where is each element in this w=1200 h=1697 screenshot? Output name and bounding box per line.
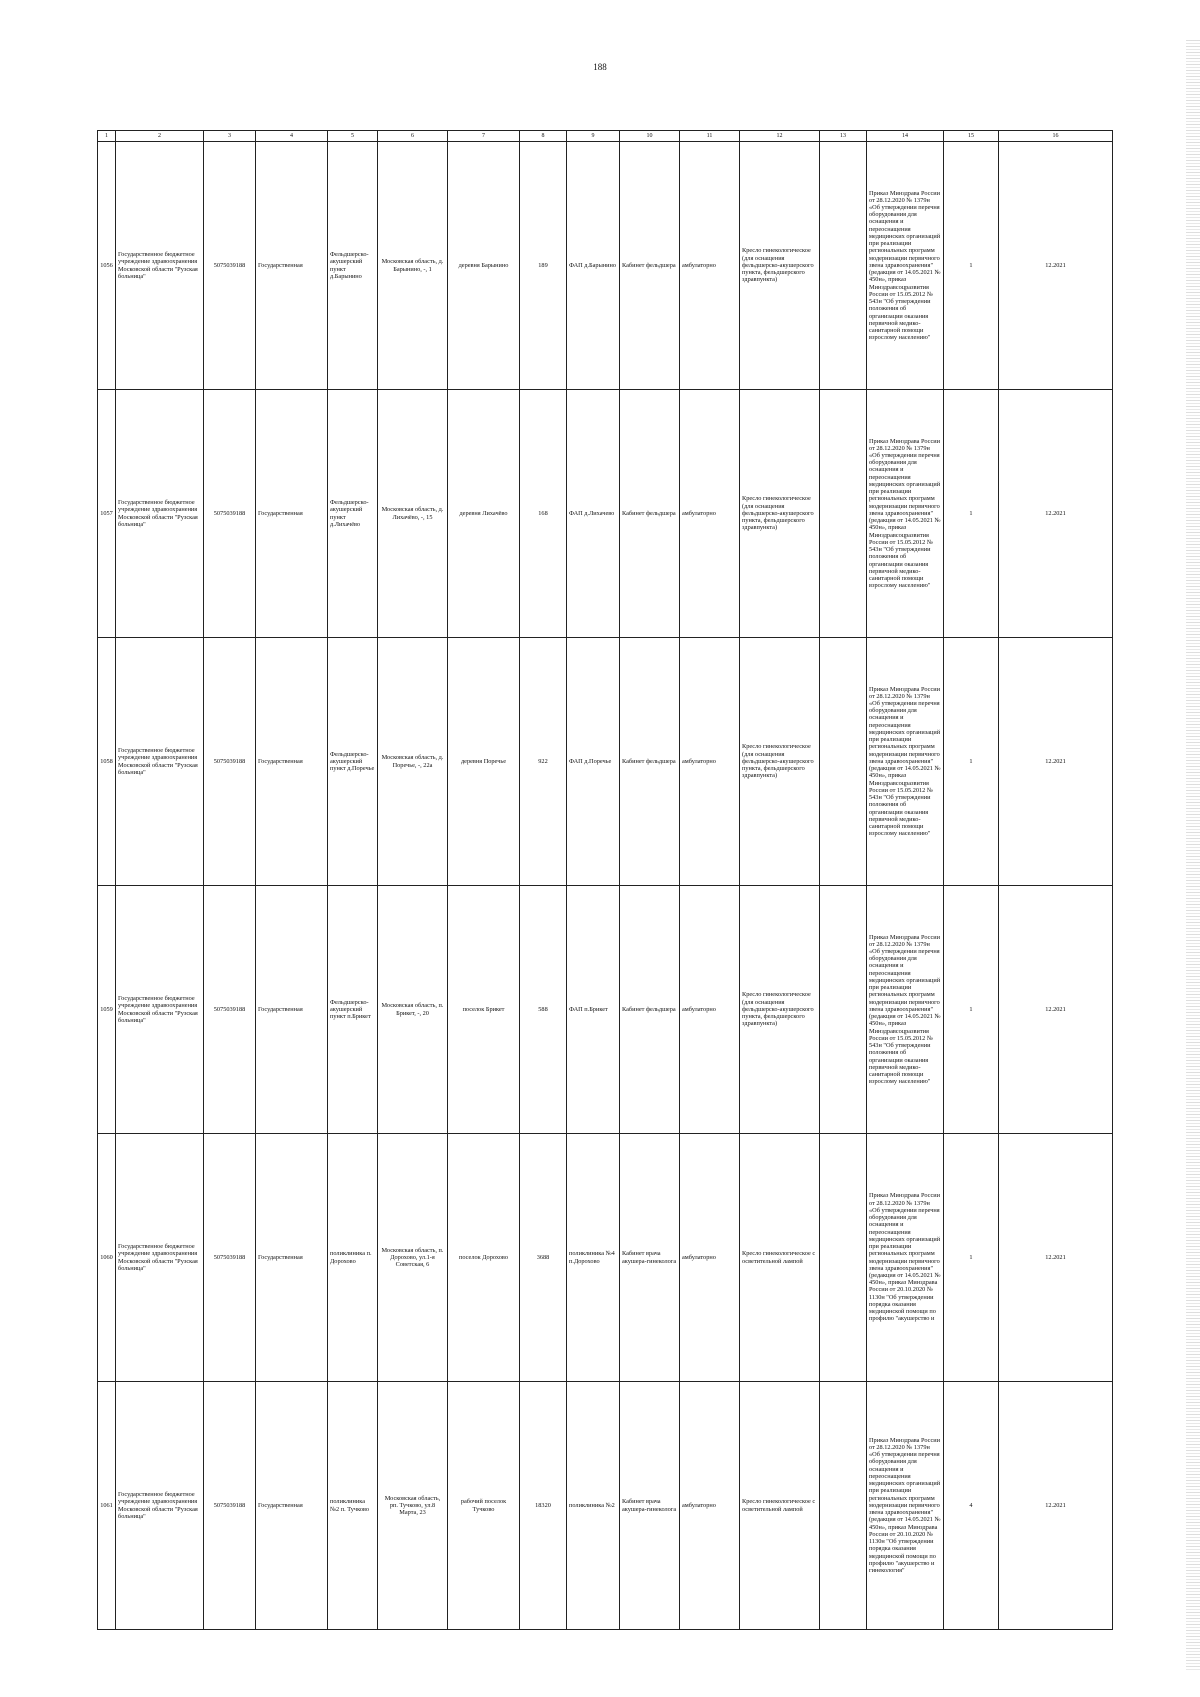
- organization-name: Государственное бюджетное учреждение здравоохранения Московской области "Рузская больница": [116, 886, 204, 1134]
- table-row: [98, 1134, 1113, 1382]
- table-row: [98, 142, 1113, 390]
- legal-basis: Приказ Минздрава России от 28.12.2020 № 1379н «Об утверждении перечня оборудования для оснащения и переоснащения медицинских организаций при реализации региональных программ модернизации первичного звена здравоохранения"(редакция от 14.05.2021 № 450н», приказ Минздрава России от 20.10.2020 № 1130н "Об утверждении порядка оказания медицинской помощи по профилю "акушерство и: [867, 1134, 944, 1382]
- column-header: 14: [867, 131, 944, 142]
- due-date: 12.2021: [999, 638, 1113, 886]
- due-date: 12.2021: [999, 390, 1113, 638]
- ownership-form: Государственная: [256, 638, 328, 886]
- locality: рабочий поселок Тучково: [448, 1382, 520, 1630]
- legal-basis: Приказ Минздрава России от 28.12.2020 № 1379н «Об утверждении перечня оборудования для оснащения и переоснащения медицинских организаций при реализации региональных программ модернизации первичного звена здравоохранения"(редакция от 14.05.2021 № 450н», приказ Минздравсоцразвития России от 15.05.2012 № 543н "Об утверждении положения об организации оказания первичной медико-санитарной помощи взрослому населению": [867, 142, 944, 390]
- column-13-cell: [820, 638, 867, 886]
- table-row: [98, 886, 1113, 1134]
- column-header: 4: [256, 131, 328, 142]
- equipment: Кресло гинекологическое с осветительной лампой: [740, 1382, 820, 1630]
- quantity: 1: [944, 1134, 999, 1382]
- subdivision: ФАП д.Лихачево: [567, 390, 620, 638]
- equipment: Кресло гинекологическое (для оснащения фельдшерско-акушерского пункта, фельдшерского здравпункта): [740, 142, 820, 390]
- population: 18320: [520, 1382, 567, 1630]
- cabinet: Кабинет фельдшера: [620, 886, 680, 1134]
- column-header: 7: [448, 131, 520, 142]
- legal-basis: Приказ Минздрава России от 28.12.2020 № 1379н «Об утверждении перечня оборудования для оснащения и переоснащения медицинских организаций при реализации региональных программ модернизации первичного звена здравоохранения"(редакция от 14.05.2021 № 450н», приказ Минздравсоцразвития России от 15.05.2012 № 543н "Об утверждении положения об организации оказания первичной медико-санитарной помощи взрослому населению": [867, 638, 944, 886]
- quantity: 1: [944, 638, 999, 886]
- column-13-cell: [820, 1134, 867, 1382]
- unit-name: Фельдшерско-акушерский пункт д.Поречье: [328, 638, 378, 886]
- column-header: 13: [820, 131, 867, 142]
- care-type: амбулаторно: [680, 142, 740, 390]
- column-header: 6: [378, 131, 448, 142]
- subdivision: ФАП д.Барынино: [567, 142, 620, 390]
- subdivision: поликлиника №4 п.Дорохово: [567, 1134, 620, 1382]
- equipment-table: [97, 130, 1113, 1630]
- care-type: амбулаторно: [680, 638, 740, 886]
- row-number: 1060: [98, 1134, 116, 1382]
- address: Московская область, рп. Тучково, ул.8 Марта, 23: [378, 1382, 448, 1630]
- column-number-row: [98, 131, 1113, 142]
- row-number: 1058: [98, 638, 116, 886]
- address: Московская область, д. Барынино, -, 1: [378, 142, 448, 390]
- cabinet: Кабинет фельдшера: [620, 638, 680, 886]
- due-date: 12.2021: [999, 1134, 1113, 1382]
- row-number: 1056: [98, 142, 116, 390]
- unit-name: Фельдшерско-акушерский пункт п.Брикет: [328, 886, 378, 1134]
- population: 189: [520, 142, 567, 390]
- care-type: амбулаторно: [680, 1382, 740, 1630]
- cabinet: Кабинет фельдшера: [620, 142, 680, 390]
- page-number: 188: [593, 62, 607, 72]
- ownership-form: Государственная: [256, 390, 328, 638]
- column-13-cell: [820, 390, 867, 638]
- column-header: 5: [328, 131, 378, 142]
- inn-code: 5075039188: [204, 1382, 256, 1630]
- care-type: амбулаторно: [680, 1134, 740, 1382]
- column-header: 2: [116, 131, 204, 142]
- quantity: 1: [944, 886, 999, 1134]
- column-13-cell: [820, 886, 867, 1134]
- unit-name: поликлиника п. Дорохово: [328, 1134, 378, 1382]
- locality: деревня Поречье: [448, 638, 520, 886]
- inn-code: 5075039188: [204, 638, 256, 886]
- row-number: 1059: [98, 886, 116, 1134]
- subdivision: ФАП д.Поречье: [567, 638, 620, 886]
- locality: деревня Лихачёво: [448, 390, 520, 638]
- column-header: 15: [944, 131, 999, 142]
- subdivision: поликлиника №2: [567, 1382, 620, 1630]
- organization-name: Государственное бюджетное учреждение здравоохранения Московской области "Рузская больница": [116, 142, 204, 390]
- table-row: [98, 1382, 1113, 1630]
- equipment: Кресло гинекологическое (для оснащения фельдшерско-акушерского пункта, фельдшерского здравпункта): [740, 638, 820, 886]
- address: Московская область, п. Брикет, -, 20: [378, 886, 448, 1134]
- equipment: Кресло гинекологическое с осветительной лампой: [740, 1134, 820, 1382]
- unit-name: поликлиника №2 п. Тучково: [328, 1382, 378, 1630]
- quantity: 1: [944, 142, 999, 390]
- column-header: 10: [620, 131, 680, 142]
- address: Московская область, д. Поречье, -, 22а: [378, 638, 448, 886]
- organization-name: Государственное бюджетное учреждение здравоохранения Московской области "Рузская больница": [116, 1382, 204, 1630]
- care-type: амбулаторно: [680, 886, 740, 1134]
- address: Московская область, д. Лихачёво, -, 15: [378, 390, 448, 638]
- scan-edge-noise: [1186, 40, 1200, 1670]
- legal-basis: Приказ Минздрава России от 28.12.2020 № 1379н «Об утверждении перечня оборудования для оснащения и переоснащения медицинских организаций при реализации региональных программ модернизации первичного звена здравоохранения"(редакция от 14.05.2021 № 450н», приказ Минздравсоцразвития России от 15.05.2012 № 543н "Об утверждении положения об организации оказания первичной медико-санитарной помощи взрослому населению": [867, 886, 944, 1134]
- locality: деревня Барынино: [448, 142, 520, 390]
- locality: поселок Брикет: [448, 886, 520, 1134]
- organization-name: Государственное бюджетное учреждение здравоохранения Московской области "Рузская больница": [116, 638, 204, 886]
- inn-code: 5075039188: [204, 886, 256, 1134]
- table-row: [98, 638, 1113, 886]
- inn-code: 5075039188: [204, 142, 256, 390]
- inn-code: 5075039188: [204, 1134, 256, 1382]
- row-number: 1061: [98, 1382, 116, 1630]
- organization-name: Государственное бюджетное учреждение здравоохранения Московской области "Рузская больница": [116, 1134, 204, 1382]
- due-date: 12.2021: [999, 142, 1113, 390]
- unit-name: Фельдшерско-акушерский пункт д.Лихачёво: [328, 390, 378, 638]
- column-header: 12: [740, 131, 820, 142]
- unit-name: Фельдшерско-акушерский пункт д.Барынино: [328, 142, 378, 390]
- column-13-cell: [820, 1382, 867, 1630]
- address: Московская область, п. Дорохово, ул.1-я Советская, 6: [378, 1134, 448, 1382]
- organization-name: Государственное бюджетное учреждение здравоохранения Московской области "Рузская больница": [116, 390, 204, 638]
- cabinet: Кабинет врача акушера-гинеколога: [620, 1134, 680, 1382]
- due-date: 12.2021: [999, 1382, 1113, 1630]
- table-row: [98, 390, 1113, 638]
- population: 588: [520, 886, 567, 1134]
- column-header: 8: [520, 131, 567, 142]
- column-header: 16: [999, 131, 1113, 142]
- column-header: 1: [98, 131, 116, 142]
- ownership-form: Государственная: [256, 142, 328, 390]
- column-13-cell: [820, 142, 867, 390]
- equipment: Кресло гинекологическое (для оснащения фельдшерско-акушерского пункта, фельдшерского здравпункта): [740, 886, 820, 1134]
- quantity: 4: [944, 1382, 999, 1630]
- population: 168: [520, 390, 567, 638]
- quantity: 1: [944, 390, 999, 638]
- row-number: 1057: [98, 390, 116, 638]
- care-type: амбулаторно: [680, 390, 740, 638]
- inn-code: 5075039188: [204, 390, 256, 638]
- column-header: 11: [680, 131, 740, 142]
- ownership-form: Государственная: [256, 1382, 328, 1630]
- population: 922: [520, 638, 567, 886]
- legal-basis: Приказ Минздрава России от 28.12.2020 № 1379н «Об утверждении перечня оборудования для оснащения и переоснащения медицинских организаций при реализации региональных программ модернизации первичного звена здравоохранения"(редакция от 14.05.2021 № 450н», приказ Минздравсоцразвития России от 15.05.2012 № 543н "Об утверждении положения об организации оказания первичной медико-санитарной помощи взрослому населению": [867, 390, 944, 638]
- ownership-form: Государственная: [256, 886, 328, 1134]
- population: 3688: [520, 1134, 567, 1382]
- ownership-form: Государственная: [256, 1134, 328, 1382]
- cabinet: Кабинет фельдшера: [620, 390, 680, 638]
- equipment: Кресло гинекологическое (для оснащения фельдшерско-акушерского пункта, фельдшерского здравпункта): [740, 390, 820, 638]
- column-header: 3: [204, 131, 256, 142]
- due-date: 12.2021: [999, 886, 1113, 1134]
- column-header: 9: [567, 131, 620, 142]
- cabinet: Кабинет врача акушера-гинеколога: [620, 1382, 680, 1630]
- subdivision: ФАП п.Брикет: [567, 886, 620, 1134]
- locality: поселок Дорохово: [448, 1134, 520, 1382]
- legal-basis: Приказ Минздрава России от 28.12.2020 № 1379н «Об утверждении перечня оборудования для оснащения и переоснащения медицинских организаций при реализации региональных программ модернизации первичного звена здравоохранения"(редакция от 14.05.2021 № 450н», приказ Минздрава России от 20.10.2020 № 1130н "Об утверждении порядка оказания медицинской помощи по профилю "акушерство и гинекология": [867, 1382, 944, 1630]
